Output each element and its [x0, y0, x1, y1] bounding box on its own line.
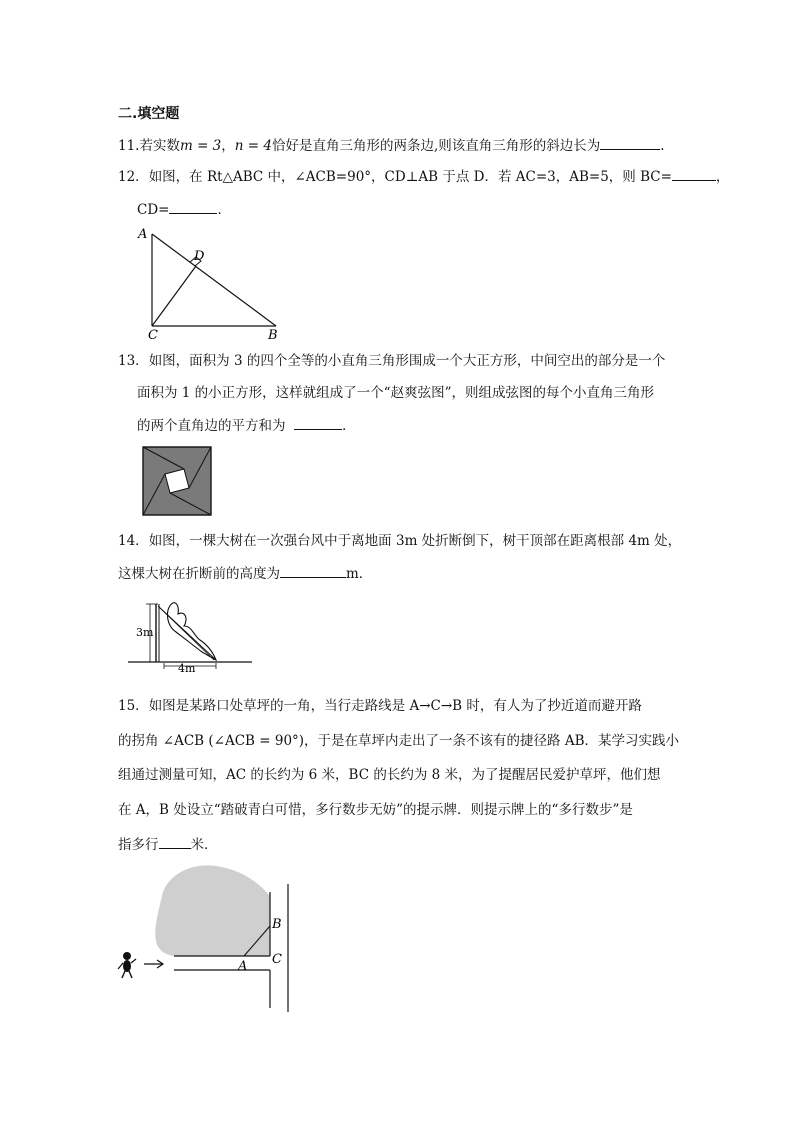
q11-n-expr: n = 4 — [234, 138, 272, 154]
triangle-abc-figure — [130, 222, 290, 344]
question-15-line3: 组通过测量可知，AC 的长约为 6 米，BC 的长约为 8 米，为了提醒居民爱护草坪，他们想 — [118, 767, 661, 783]
section-title: 二.填空题 — [118, 106, 180, 122]
question-13-line1 — [118, 352, 665, 370]
label-c: C — [272, 952, 282, 967]
q11-text-a: 若实数 — [139, 138, 180, 154]
q13-period: ． — [342, 418, 356, 434]
question-14-line2 — [118, 563, 372, 583]
q12-text: 如图，在 Rt△ABC 中，∠ACB=90°，CD⊥AB 于点 D．若 AC=3，AB=5，则 BC= — [148, 169, 672, 185]
label-a: A — [138, 227, 148, 242]
answer-blank[interactable] — [294, 415, 342, 430]
label-4m: 4m — [178, 662, 196, 675]
question-13-line2: 面积为 1 的小正方形，这样就组成了一个“赵爽弦图”，则组成弦图的每个小直角三角形 — [137, 385, 654, 401]
q14-unit: m． — [346, 566, 373, 582]
answer-blank[interactable] — [159, 834, 191, 849]
q12-period: ． — [217, 202, 231, 218]
question-15-line4: 在 A，B 处设立“踏破青白可惜，多行数步无妨”的提示牌．则提示牌上的“多行数步”是 — [118, 802, 633, 818]
question-number: 11. — [118, 138, 140, 154]
q12-cd-label: CD= — [137, 202, 170, 218]
question-number: 15． — [118, 698, 149, 714]
answer-blank-bc[interactable] — [672, 166, 716, 181]
q11-m-expr: m = 3 — [179, 138, 222, 154]
q15-text-5a: 指多行 — [118, 837, 159, 853]
question-12-line2 — [137, 199, 231, 219]
question-11 — [118, 135, 665, 155]
question-number: 14． — [118, 533, 149, 549]
broken-tree-figure — [128, 596, 256, 676]
q13-text-3: 的两个直角边的平方和为 — [137, 418, 286, 434]
q11-end: . — [660, 138, 665, 154]
question-15-line5 — [118, 834, 218, 854]
zhao-shuang-diagram — [142, 446, 212, 516]
q12-comma: ， — [715, 169, 730, 185]
label-b: B — [268, 328, 278, 343]
q11-text-b: 恰好是直角三角形的两条边,则该直角三角形的斜边长为 — [271, 138, 601, 154]
q14-text-2: 这棵大树在折断前的高度为 — [118, 566, 280, 582]
walker-icon — [118, 952, 136, 978]
label-d: D — [194, 249, 205, 264]
q14-text-1: 如图，一棵大树在一次强台风中于离地面 3m 处折断倒下，树干顶部在距离根部 4m 处， — [148, 533, 682, 549]
lawn-corner-figure — [116, 862, 296, 1014]
answer-blank[interactable] — [600, 135, 660, 150]
arrow-right-icon — [144, 960, 163, 968]
q15-text-5b: 米． — [190, 837, 218, 853]
question-13-line3 — [137, 415, 356, 435]
label-a: A — [238, 959, 248, 974]
question-14-line1 — [118, 532, 681, 550]
answer-blank-cd[interactable] — [169, 199, 217, 214]
q15-text-1: 如图是某路口处草坪的一角，当行走路线是 A→C→B 时，有人为了抄近道而避开路 — [148, 698, 642, 714]
label-c: C — [148, 328, 158, 343]
label-3m: 3m — [136, 626, 154, 639]
q13-text-1: 如图，面积为 3 的四个全等的小直角三角形围成一个大正方形，中间空出的部分是一个 — [148, 353, 666, 369]
question-number: 13． — [118, 353, 149, 369]
question-15-line1 — [118, 697, 642, 715]
question-15-line2: 的拐角 ∠ACB (∠ACB = 90°)，于是在草坪内走出了一条不该有的捷径路 AB．某学习实践小 — [118, 733, 680, 749]
label-b: B — [272, 917, 282, 932]
answer-blank[interactable] — [280, 563, 346, 578]
q11-sep: ， — [221, 138, 235, 154]
question-12-line1 — [118, 166, 729, 186]
question-number: 12． — [118, 169, 149, 185]
